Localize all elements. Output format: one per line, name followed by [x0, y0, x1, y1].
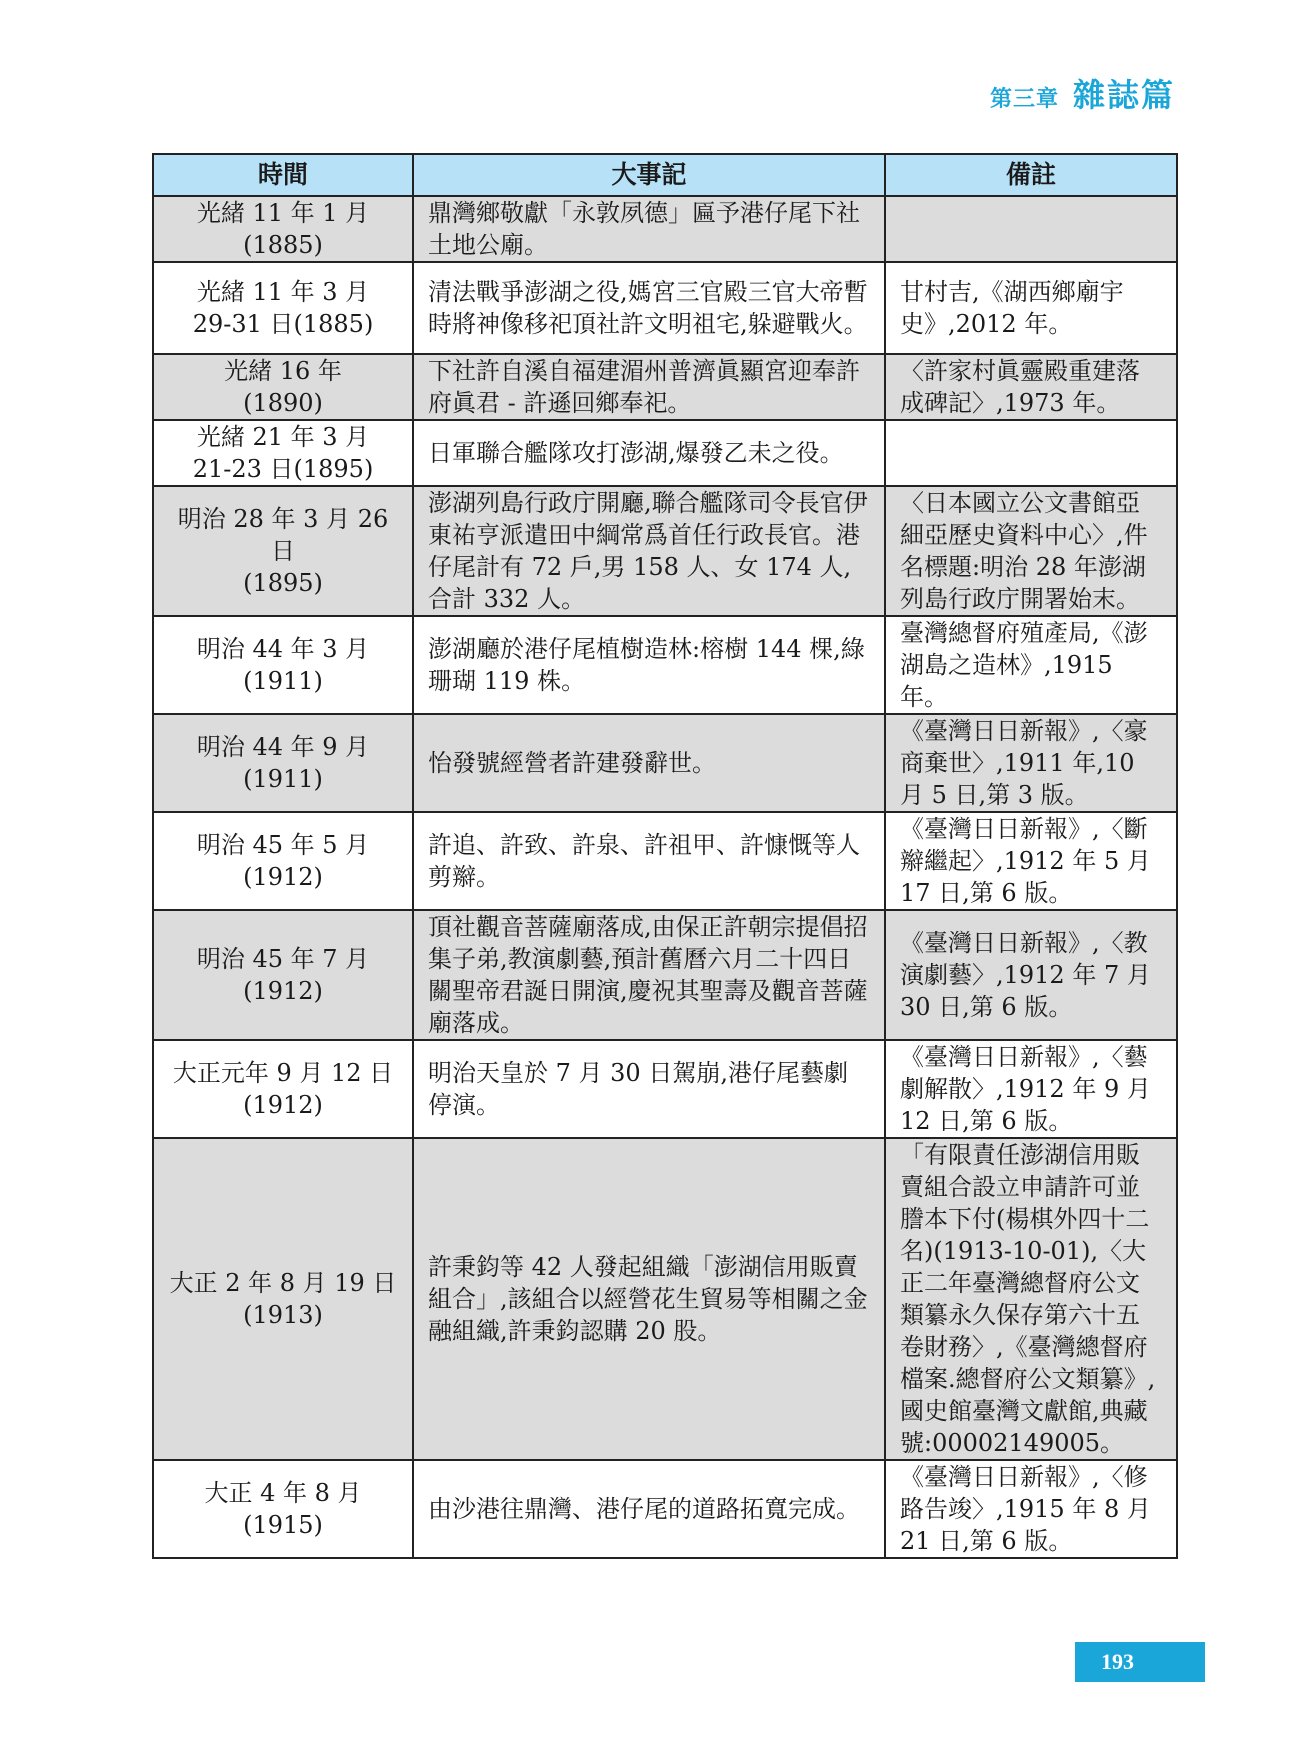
cell-event: 日軍聯合艦隊攻打澎湖,爆發乙未之役。 — [413, 420, 885, 486]
cell-note: 《臺灣日日新報》,〈修路告竣〉,1915 年 8 月 21 日,第 6 版。 — [885, 1460, 1177, 1558]
table-row — [153, 1460, 1177, 1558]
column-header-time: 時間 — [153, 154, 413, 196]
time-year: (1912) — [243, 1091, 323, 1119]
time-year: (1911) — [243, 667, 323, 695]
cell-time — [153, 354, 413, 420]
cell-time — [153, 1138, 413, 1460]
cell-time — [153, 262, 413, 354]
cell-note: 《臺灣日日新報》,〈教演劇藝〉,1912 年 7 月 30 日,第 6 版。 — [885, 910, 1177, 1040]
events-table — [152, 153, 1178, 1559]
column-header-note: 備註 — [885, 154, 1177, 196]
chapter-header — [990, 70, 1175, 116]
cell-event: 下社許自溪自福建湄州普濟眞顯宮迎奉許府眞君 - 許遜回鄉奉祀。 — [413, 354, 885, 420]
table-row — [153, 354, 1177, 420]
time-date: 光緒 21 年 3 月 — [196, 423, 370, 451]
cell-event: 清法戰爭澎湖之役,媽宮三官殿三官大帝暫時將神像移祀頂社許文明祖宅,躲避戰火。 — [413, 262, 885, 354]
table-row — [153, 1040, 1177, 1138]
time-year: (1913) — [243, 1301, 323, 1329]
time-year: (1912) — [243, 863, 323, 891]
cell-event: 澎湖廳於港仔尾植樹造林:榕樹 144 棵,綠珊瑚 119 株。 — [413, 616, 885, 714]
table-row — [153, 616, 1177, 714]
cell-event: 怡發號經營者許建發辭世。 — [413, 714, 885, 812]
table-row — [153, 196, 1177, 262]
time-date: 大正元年 9 月 12 日 — [172, 1059, 394, 1087]
cell-note: 「有限責任澎湖信用販賣組合設立申請許可並謄本下付(楊棋外四十二名)(1913-10-01),〈大正二年臺灣總督府公文類纂永久保存第六十五卷財務〉,《臺灣總督府檔案.總督府公文類纂》,國史館臺灣文獻館,典藏號:00002149005。 — [885, 1138, 1177, 1460]
cell-time — [153, 812, 413, 910]
table-header-row — [153, 154, 1177, 196]
cell-note: 甘村吉,《湖西鄉廟宇史》,2012 年。 — [885, 262, 1177, 354]
table-row — [153, 262, 1177, 354]
time-date: 明治 44 年 9 月 — [196, 733, 370, 761]
time-year: (1895) — [243, 569, 323, 597]
cell-event: 由沙港往鼎灣、港仔尾的道路拓寬完成。 — [413, 1460, 885, 1558]
time-date: 明治 45 年 7 月 — [196, 945, 370, 973]
cell-time — [153, 420, 413, 486]
table-row — [153, 486, 1177, 616]
cell-event: 鼎灣鄉敬獻「永敦夙德」匾予港仔尾下社土地公廟。 — [413, 196, 885, 262]
time-year: (1912) — [243, 977, 323, 1005]
table-row — [153, 714, 1177, 812]
cell-note: 《臺灣日日新報》,〈斷辮繼起〉,1912 年 5 月 17 日,第 6 版。 — [885, 812, 1177, 910]
cell-time — [153, 486, 413, 616]
cell-note — [885, 420, 1177, 486]
cell-note: 〈日本國立公文書館亞細亞歷史資料中心〉,件名標題:明治 28 年澎湖列島行政庁開署始末。 — [885, 486, 1177, 616]
cell-note: 臺灣總督府殖產局,《澎湖島之造林》,1915 年。 — [885, 616, 1177, 714]
time-year: (1890) — [243, 389, 323, 417]
cell-event: 許追、許致、許泉、許祖甲、許慷慨等人剪辮。 — [413, 812, 885, 910]
chapter-title: 雜誌篇 — [1072, 76, 1175, 114]
table-row — [153, 420, 1177, 486]
cell-time — [153, 1040, 413, 1138]
chapter-label: 第三章 — [989, 87, 1059, 112]
time-date: 明治 28 年 3 月 26 日 — [177, 505, 389, 565]
cell-event: 頂社觀音菩薩廟落成,由保正許朝宗提倡招集子弟,教演劇藝,預計舊曆六月二十四日關聖帝君誕日開演,慶祝其聖壽及觀音菩薩廟落成。 — [413, 910, 885, 1040]
cell-time — [153, 196, 413, 262]
time-year: (1911) — [243, 765, 323, 793]
cell-note: 〈許家村眞靈殿重建落成碑記〉,1973 年。 — [885, 354, 1177, 420]
time-date: 明治 45 年 5 月 — [196, 831, 370, 859]
cell-note — [885, 196, 1177, 262]
table-row — [153, 910, 1177, 1040]
time-year: 21-23 日(1895) — [192, 455, 374, 483]
column-header-event: 大事記 — [413, 154, 885, 196]
table-row — [153, 1138, 1177, 1460]
time-year: (1885) — [243, 231, 323, 259]
time-date: 光緒 11 年 1 月 — [196, 199, 370, 227]
cell-time — [153, 616, 413, 714]
time-date: 大正 2 年 8 月 19 日 — [169, 1269, 397, 1297]
cell-time — [153, 714, 413, 812]
cell-event: 澎湖列島行政庁開廳,聯合艦隊司令長官伊東祐亨派遣田中綱常爲首任行政長官。港仔尾計有 72 戶,男 158 人、女 174 人,合計 332 人。 — [413, 486, 885, 616]
time-date: 大正 4 年 8 月 — [204, 1479, 362, 1507]
table-row — [153, 812, 1177, 910]
time-date: 光緒 11 年 3 月 — [196, 278, 370, 306]
cell-event: 明治天皇於 7 月 30 日駕崩,港仔尾藝劇停演。 — [413, 1040, 885, 1138]
cell-note: 《臺灣日日新報》,〈藝劇解散〉,1912 年 9 月 12 日,第 6 版。 — [885, 1040, 1177, 1138]
time-date: 明治 44 年 3 月 — [196, 635, 370, 663]
cell-time — [153, 910, 413, 1040]
cell-note: 《臺灣日日新報》,〈豪商棄世〉,1911 年,10 月 5 日,第 3 版。 — [885, 714, 1177, 812]
time-date: 光緒 16 年 — [224, 357, 342, 385]
time-year: (1915) — [243, 1511, 323, 1539]
cell-event: 許秉鈞等 42 人發起組織「澎湖信用販賣組合」,該組合以經營花生貿易等相關之金融組織,許秉鈞認購 20 股。 — [413, 1138, 885, 1460]
cell-time — [153, 1460, 413, 1558]
time-year: 29-31 日(1885) — [192, 310, 374, 338]
page-number: 193 — [1075, 1642, 1205, 1682]
